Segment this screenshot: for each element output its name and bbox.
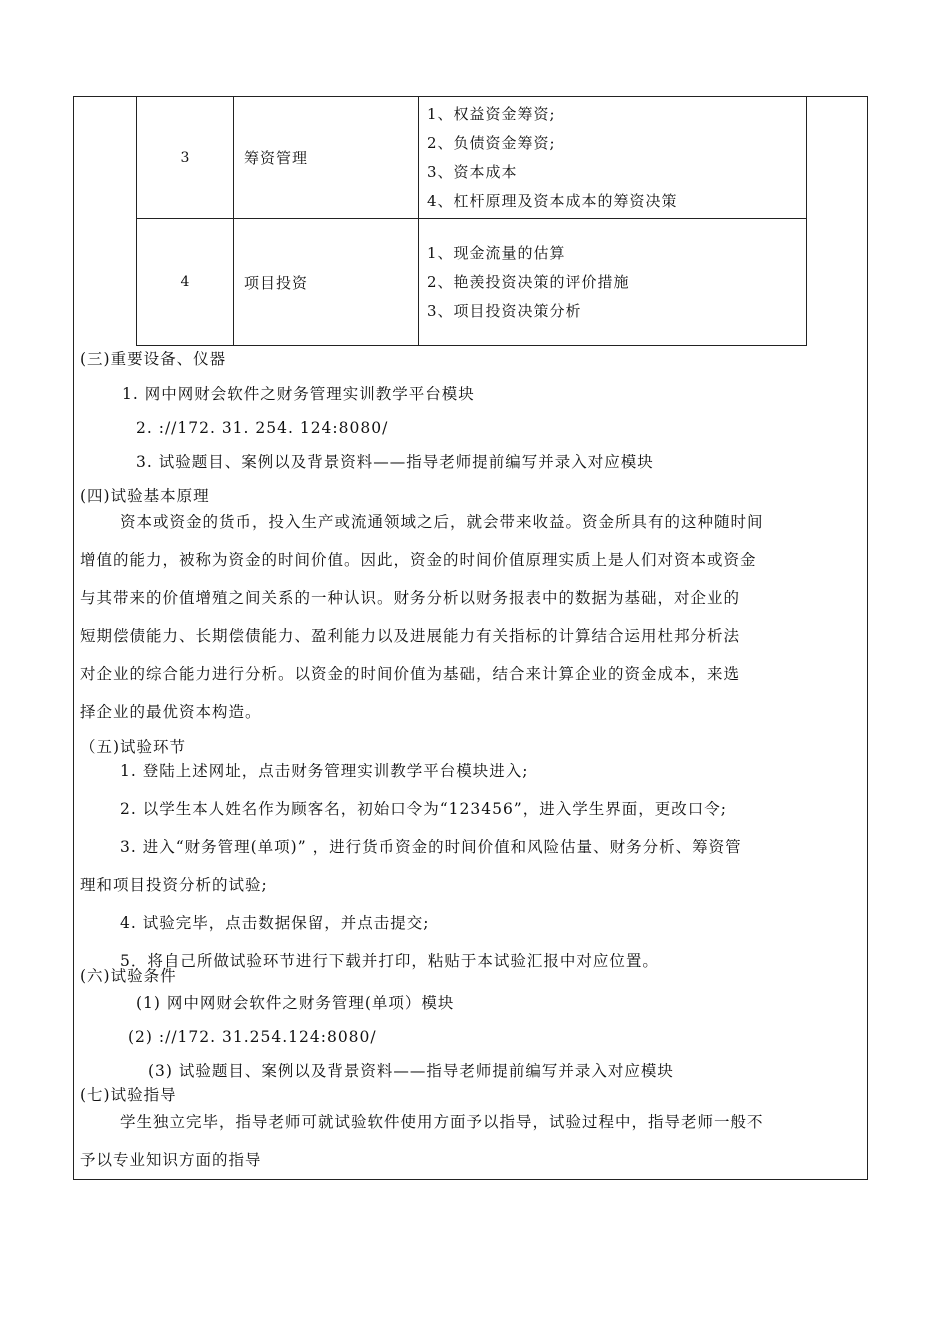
paragraph-line: 对企业的综合能力进行分析。以资金的时间价值为基础，结合来计算企业的资金成本，来选 — [80, 665, 741, 683]
row-number: 3 — [137, 97, 234, 219]
paragraph-line: 与其带来的价值增殖之间关系的一种认识。财务分析以财务报表中的数据为基础，对企业的 — [80, 589, 741, 607]
section-4-body — [80, 512, 860, 740]
list-item: 1、权益资金筹资; — [427, 104, 556, 123]
paragraph-line: 资本或资金的货币，投入生产或流通领域之后，就会带来收益。资金所具有的这种随时间 — [120, 513, 764, 531]
paragraph-line: 短期偿债能力、长期偿债能力、盈利能力以及进展能力有关指标的计算结合运用杜邦分析法 — [80, 627, 741, 645]
section-5-body — [80, 761, 860, 989]
list-item: 4、杠杆原理及资本成本的筹资决策 — [427, 191, 678, 210]
content-table — [136, 96, 807, 346]
paragraph-line: 增值的能力，被称为资金的时间价值。因此，资金的时间价值原理实质上是人们对资本或资金 — [80, 551, 757, 569]
table-row — [137, 97, 807, 219]
section-7-body — [80, 1112, 860, 1188]
list-item: 1、现金流量的估算 — [427, 243, 566, 262]
section-6-item: (3) 试验题目、案例以及背景资料——指导老师提前编写并录入对应模块 — [148, 1062, 674, 1080]
step-line: 理和项目投资分析的试验; — [80, 876, 268, 894]
row-topic: 项目投资 — [234, 219, 419, 346]
list-item: 3、资本成本 — [427, 162, 518, 181]
paragraph-line: 学生独立完毕，指导老师可就试验软件使用方面予以指导，试验过程中，指导老师一般不 — [120, 1113, 764, 1131]
section-3-heading: (三)重要设备、仪器 — [80, 350, 227, 368]
paragraph-line: 予以专业知识方面的指导 — [80, 1151, 262, 1169]
row-number: 4 — [137, 219, 234, 346]
section-6-heading: (六)试验条件 — [80, 967, 177, 985]
table-row — [137, 219, 807, 346]
section-5-heading: （五)试验环节 — [80, 738, 187, 756]
list-item: 2、负债资金筹资; — [427, 133, 556, 152]
step-line: 3. 进入“财务管理(单项)” ，进行货币资金的时间价值和风险估量、财务分析、筹资管 — [120, 838, 742, 856]
list-item: 3、项目投资决策分析 — [427, 301, 582, 320]
row-topic: 筹资管理 — [234, 97, 419, 219]
row-items — [419, 97, 807, 219]
section-7-heading: (七)试验指导 — [80, 1086, 177, 1104]
section-6-item: (1) 网中网财会软件之财务管理(单项）模块 — [136, 994, 455, 1012]
step-line: 1. 登陆上述网址，点击财务管理实训教学平台模块进入; — [120, 762, 529, 780]
section-6-item: (2) ://172. 31.254.124:8080/ — [128, 1028, 377, 1046]
paragraph-line: 择企业的最优资本构造。 — [80, 703, 262, 721]
step-line: 4. 试验完毕，点击数据保留，并点击提交; — [120, 914, 430, 932]
step-line: 2. 以学生本人姓名作为顾客名，初始口令为“123456”，进入学生界面，更改口令; — [120, 800, 727, 818]
row-items — [419, 219, 807, 346]
step-line: 5．将自己所做试验环节进行下载并打印，粘贴于本试验汇报中对应位置。 — [120, 952, 659, 970]
section-3-item: 1. 网中网财会软件之财务管理实训教学平台模块 — [122, 385, 475, 403]
list-item: 2、艳羡投资决策的评价措施 — [427, 272, 630, 291]
section-3-item: 2. ://172. 31. 254. 124:8080/ — [136, 419, 389, 437]
section-3-item: 3. 试验题目、案例以及背景资料——指导老师提前编写并录入对应模块 — [136, 453, 654, 471]
section-4-heading: (四)试验基本原理 — [80, 487, 210, 505]
